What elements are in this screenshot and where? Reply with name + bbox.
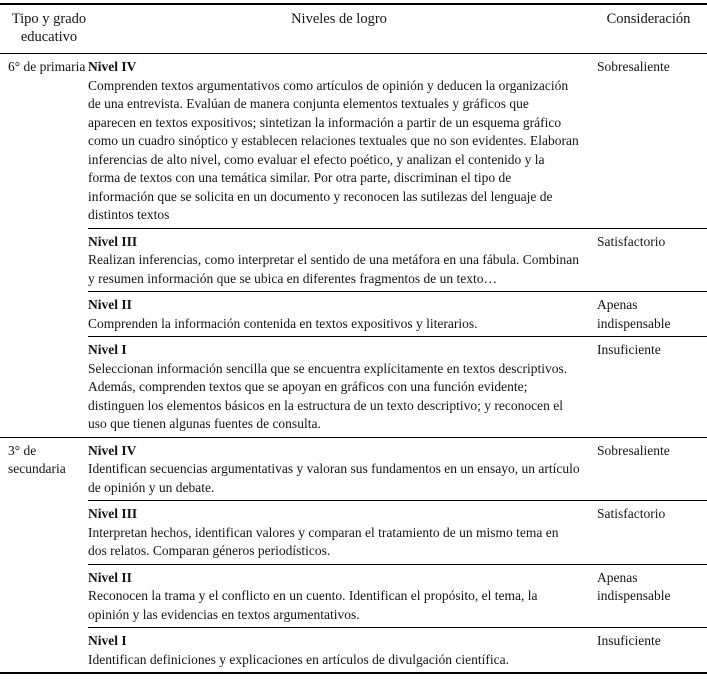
- group-secundaria: [0, 437, 707, 673]
- level-name: Nivel III: [88, 233, 138, 249]
- level-name: Nivel I: [88, 633, 127, 648]
- table-header: [0, 4, 707, 54]
- consideration-cell: Insuficiente: [590, 628, 707, 674]
- level-cell: [88, 628, 590, 674]
- level-description: Reconocen la trama y el conflicto en un cuento. Identifican el propósito, el tema, la opinión y las evidencias en textos argumentativos.: [88, 588, 538, 622]
- consideration-cell: Sobresaliente: [590, 437, 707, 501]
- grade-cell-primaria: 6° de primaria: [8, 59, 86, 74]
- level-row: [0, 337, 707, 438]
- level-cell: [88, 292, 590, 337]
- level-description: Comprenden textos argumentativos como artículos de opinión y deducen la organización de una entrevista. Evalúan de manera conjunta elementos textuales y gráficos que aparecen en textos expositivos; sintetizan la información a partir de un esquema gráfico como un cuadro sinóptico y establecen relaciones textuales que no son evidentes. Elaboran inferencias de alto nivel, como evaluar el efecto poético, y analizan el contenido y la forma de textos con una temática similar. Por otra parte, discriminan el tipo de información que se solicita en un documento y reconocen las sutilezas del lenguaje de distintos textos: [88, 77, 579, 222]
- level-name: Nivel I: [88, 342, 127, 357]
- consideration-cell: Insuficiente: [590, 337, 707, 438]
- level-cell: [88, 501, 590, 565]
- level-cell: [88, 337, 590, 438]
- level-cell: [88, 437, 590, 501]
- consideration-cell: Satisfactorio: [590, 501, 707, 565]
- achievement-levels-table: [0, 3, 707, 674]
- consideration-cell: Satisfactorio: [590, 228, 707, 292]
- level-row: [0, 501, 707, 565]
- level-row: [0, 292, 707, 337]
- consideration-cell: Sobresaliente: [597, 59, 670, 74]
- level-description: Comprenden la información contenida en textos expositivos y literarios.: [88, 315, 478, 331]
- level-description: Seleccionan información sencilla que se encuentra explícitamente en textos descriptivos. Además, comprenden textos que se apoyan en gráficos con una función evidente; distinguen los elementos básicos en la estructura de un texto descriptivo; y reconocen el uso que tienen algunas fuentes de consulta.: [88, 360, 568, 431]
- level-description: Realizan inferencias, como interpretar el sentido de una metáfora en una fábula. Combinan y resumen información que se ubica en diferentes fragmentos de un texto…: [88, 252, 580, 286]
- header-row: [0, 4, 707, 54]
- level-name: Nivel II: [88, 297, 132, 312]
- level-row: [0, 228, 707, 292]
- level-cell: [88, 54, 590, 229]
- consideration-cell: Apenas indispensable: [590, 564, 707, 628]
- level-row: [0, 564, 707, 628]
- level-description: Identifican definiciones y explicaciones en artículos de divulgación científica.: [88, 651, 509, 667]
- col-header-levels: Niveles de logro: [88, 4, 590, 54]
- level-description: Identifican secuencias argumentativas y valoran sus fundamentos en un ensayo, un artículo de opinión y un debate.: [88, 461, 580, 495]
- level-name: Nivel II: [88, 569, 132, 585]
- level-name: Nivel IV: [88, 59, 137, 74]
- grade-cell-secundaria: 3° de secundaria: [0, 437, 88, 673]
- level-row: [0, 437, 707, 501]
- level-name: Nivel III: [88, 506, 138, 521]
- consideration-cell: Apenas indispensable: [590, 292, 707, 337]
- level-name: Nivel IV: [88, 442, 137, 458]
- col-header-grade: Tipo y grado educativo: [0, 4, 88, 54]
- level-description: Interpretan hechos, identifican valores y comparan el tratamiento de un mismo tema en dos relatos. Comparan géneros periodísticos.: [88, 524, 559, 558]
- level-row: [0, 628, 707, 674]
- level-row: [0, 54, 707, 229]
- group-primaria: [0, 54, 707, 438]
- level-cell: [88, 228, 590, 292]
- level-cell: [88, 564, 590, 628]
- col-header-consideration: Consideración: [590, 4, 707, 54]
